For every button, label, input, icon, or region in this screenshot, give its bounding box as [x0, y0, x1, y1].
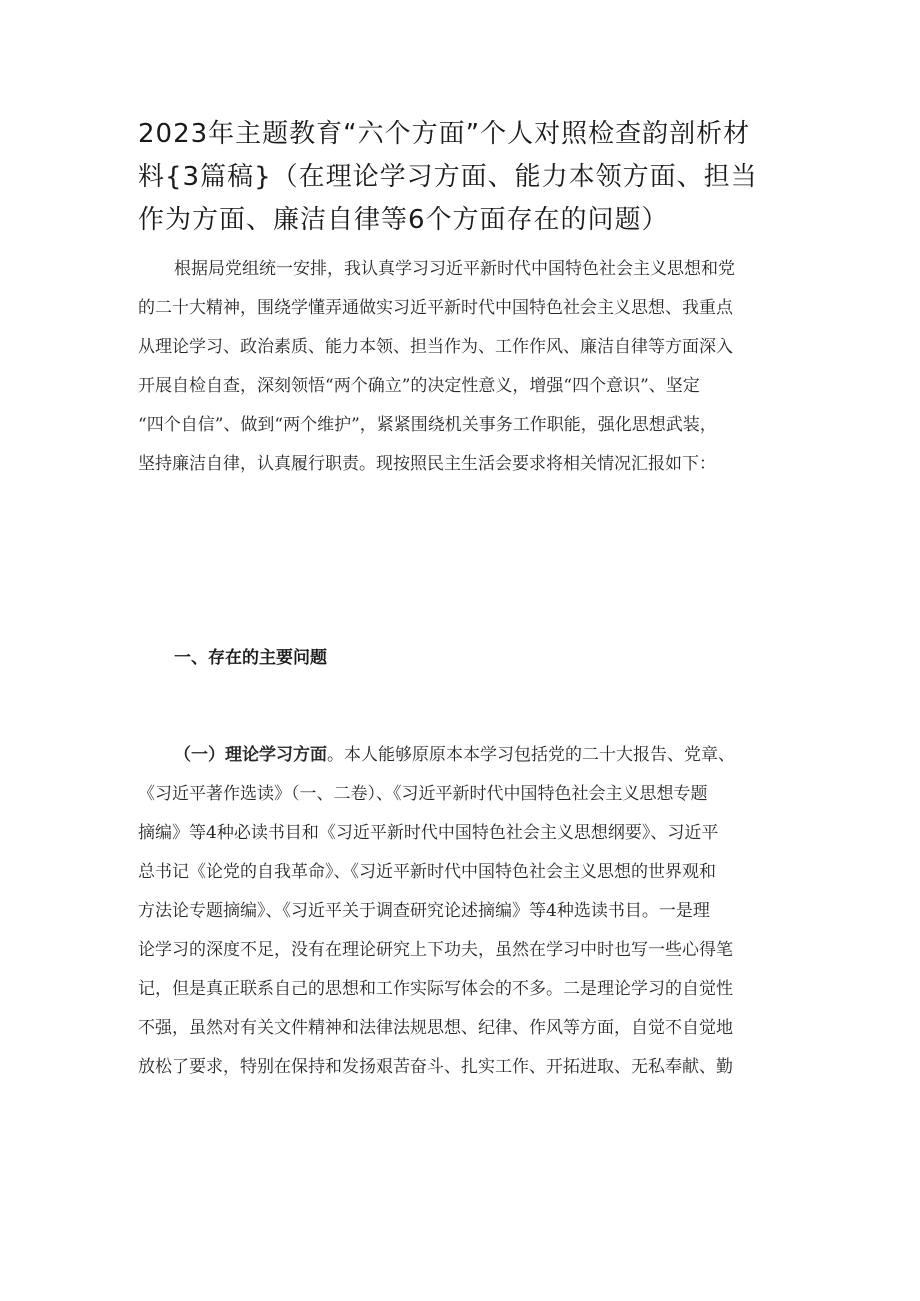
paragraph-line: 根据局党组统一安排，我认真学习习近平新时代中国特色社会主义思想和党	[174, 259, 735, 279]
paragraph-line: 从理论学习、政治素质、能力本领、担当作为、工作作风、廉洁自律等方面深入	[138, 337, 733, 357]
document-title	[138, 113, 788, 242]
paragraph-line: 记，但是真正联系自己的思想和工作实际写体会的不多。二是理论学习的自觉性	[138, 979, 733, 999]
subsection-lead: （一）理论学习方面	[174, 745, 327, 765]
section-heading: 一、存在的主要问题	[174, 648, 327, 668]
theory-study-paragraph	[138, 736, 786, 1087]
paragraph-line: 《习近平著作选读》（一、二卷）、《习近平新时代中国特色社会主义思想专题	[138, 784, 708, 804]
paragraph-line: 开展自检自查，深刻领悟“两个确立”的决定性意义，增强“四个意识”、坚定	[138, 376, 700, 396]
paragraph-line: 的二十大精神，围绕学懂弄通做实习近平新时代中国特色社会主义思想、我重点	[138, 298, 733, 318]
paragraph-line: 论学习的深度不足，没有在理论研究上下功夫，虽然在学习中时也写一些心得笔	[138, 940, 733, 960]
intro-paragraph	[138, 250, 786, 484]
paragraph-line: 放松了要求，特别在保持和发扬艰苦奋斗、扎实工作、开拓进取、无私奉献、勤	[138, 1057, 733, 1077]
title-line: 2023年主题教育“六个方面”个人对照检查韵剖析材	[138, 119, 751, 149]
title-line: 作为方面、廉洁自律等6个方面存在的问题）	[138, 205, 669, 235]
paragraph-line: 方法论专题摘编》、《习近平关于调查研究论述摘编》等4种选读书目。一是理	[138, 901, 710, 921]
paragraph-line: 不强，虽然对有关文件精神和法律法规思想、纪律、作风等方面，自觉不自觉地	[138, 1018, 733, 1038]
paragraph-line: 总书记《论党的自我革命》、《习近平新时代中国特色社会主义思想的世界观和	[138, 862, 716, 882]
paragraph-line: 坚持廉洁自律，认真履行职责。现按照民主生活会要求将相关情况汇报如下：	[138, 454, 716, 474]
paragraph-line: “四个自信”、做到“两个维护”，紧紧围绕机关事务工作职能，强化思想武装，	[138, 415, 717, 435]
paragraph-line	[138, 736, 786, 775]
paragraph-line: 摘编》等4种必读书目和《习近平新时代中国特色社会主义思想纲要》、习近平	[138, 823, 719, 843]
title-line: 料{3篇稿}（在理论学习方面、能力本领方面、担当	[138, 162, 758, 192]
subsection-first-line: 。本人能够原原本本学习包括党的二十大报告、党章、	[327, 745, 735, 765]
